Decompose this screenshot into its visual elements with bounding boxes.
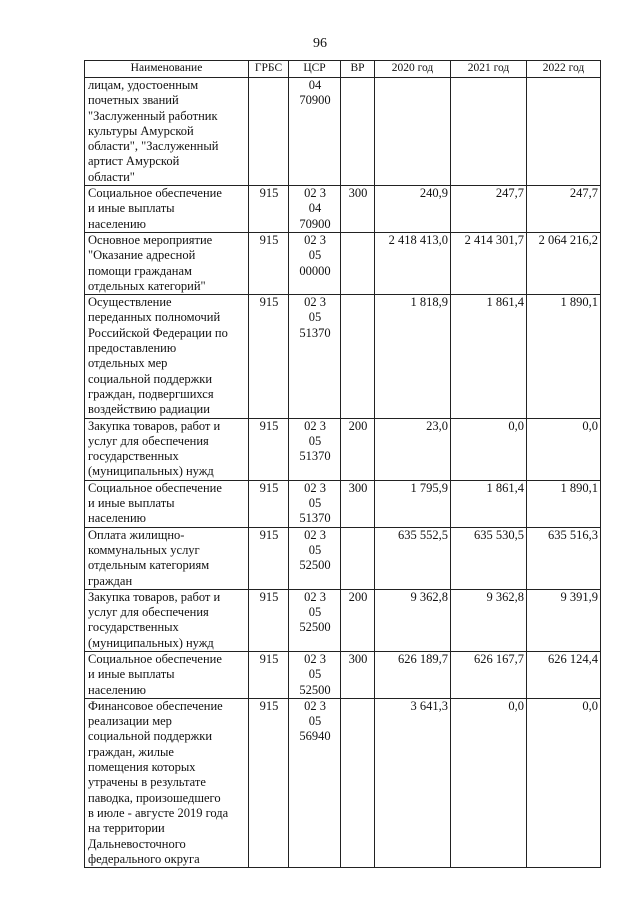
cell-csr xyxy=(289,78,341,186)
cell-name-line: отдельным категориям xyxy=(88,558,210,573)
cell-2021: 0,0 xyxy=(451,698,527,867)
table-row xyxy=(85,232,601,294)
cell-name-line: утрачены в результате xyxy=(88,775,206,790)
cell-name-line: реализации мер xyxy=(88,714,172,729)
cell-csr-line: 04 xyxy=(308,78,322,92)
cell-2020: 240,9 xyxy=(375,186,451,233)
cell-name-line: Социальное обеспечение xyxy=(88,480,222,495)
cell-2022: 635 516,3 xyxy=(527,527,601,589)
cell-name xyxy=(85,651,249,698)
cell-csr-line: 05 xyxy=(308,542,322,557)
cell-grbs: 915 xyxy=(249,480,289,527)
cell-csr-line: 51370 xyxy=(299,449,331,464)
cell-2020 xyxy=(375,78,451,186)
cell-csr-line: 05 xyxy=(308,310,322,325)
cell-csr-line: 02 3 xyxy=(304,232,326,247)
cell-name-line: государственных xyxy=(88,620,179,635)
table-row xyxy=(85,527,601,589)
cell-csr-line: 70900 xyxy=(299,216,331,231)
cell-grbs: 915 xyxy=(249,589,289,651)
cell-name-line: Финансовое обеспечение xyxy=(88,698,223,713)
cell-name-line: области", "Заслуженный xyxy=(88,139,219,154)
cell-name xyxy=(85,527,249,589)
cell-csr-line: 02 3 xyxy=(304,651,326,666)
cell-2021: 9 362,8 xyxy=(451,589,527,651)
cell-csr xyxy=(289,589,341,651)
cell-grbs xyxy=(249,78,289,186)
cell-name xyxy=(85,418,249,480)
cell-csr xyxy=(289,651,341,698)
cell-name-line: (муниципальных) нужд xyxy=(88,464,214,479)
cell-grbs: 915 xyxy=(249,698,289,867)
cell-name xyxy=(85,480,249,527)
cell-name xyxy=(85,232,249,294)
cell-2022: 626 124,4 xyxy=(527,651,601,698)
cell-2021: 247,7 xyxy=(451,186,527,233)
cell-vr xyxy=(341,78,375,186)
cell-vr: 300 xyxy=(341,480,375,527)
cell-2021: 2 414 301,7 xyxy=(451,232,527,294)
cell-2020: 1 818,9 xyxy=(375,295,451,418)
cell-2021 xyxy=(451,78,527,186)
cell-2020: 2 418 413,0 xyxy=(375,232,451,294)
cell-name xyxy=(85,295,249,418)
table-row xyxy=(85,418,601,480)
cell-csr-line: 05 xyxy=(308,667,322,682)
cell-csr xyxy=(289,698,341,867)
cell-name-line: Социальное обеспечение xyxy=(88,186,222,201)
cell-grbs: 915 xyxy=(249,295,289,418)
table-row xyxy=(85,295,601,418)
cell-csr-line: 52500 xyxy=(299,620,331,635)
cell-grbs: 915 xyxy=(249,418,289,480)
cell-name-line: Дальневосточного xyxy=(88,836,186,851)
cell-name-line: коммунальных услуг xyxy=(88,542,200,557)
cell-csr-line: 52500 xyxy=(299,558,331,573)
cell-vr xyxy=(341,232,375,294)
cell-name-line: помещения которых xyxy=(88,760,196,775)
cell-name-line: области" xyxy=(88,169,135,184)
cell-csr-line: 02 3 xyxy=(304,186,326,201)
cell-name-line: услуг для обеспечения xyxy=(88,605,209,620)
cell-name xyxy=(85,589,249,651)
table-row xyxy=(85,480,601,527)
table-row xyxy=(85,698,601,867)
table-row xyxy=(85,186,601,233)
header-vr: ВР xyxy=(341,61,375,78)
cell-2022: 247,7 xyxy=(527,186,601,233)
cell-name-line: Закупка товаров, работ и xyxy=(88,589,221,604)
cell-vr: 300 xyxy=(341,186,375,233)
cell-name-line: и иные выплаты xyxy=(88,667,175,682)
cell-vr: 200 xyxy=(341,418,375,480)
cell-csr xyxy=(289,527,341,589)
cell-csr xyxy=(289,186,341,233)
cell-csr-line: 70900 xyxy=(299,93,331,108)
cell-name-line: Осуществление xyxy=(88,295,172,310)
header-2022: 2022 год xyxy=(527,61,601,78)
cell-vr xyxy=(341,527,375,589)
cell-csr xyxy=(289,480,341,527)
cell-name-line: социальной поддержки xyxy=(88,371,213,386)
cell-csr-line: 02 3 xyxy=(304,589,326,604)
cell-csr-line: 52500 xyxy=(299,682,331,697)
cell-name-line: и иные выплаты xyxy=(88,201,175,216)
cell-name-line: (муниципальных) нужд xyxy=(88,635,214,650)
cell-csr xyxy=(289,295,341,418)
cell-name-line: населению xyxy=(88,511,146,526)
cell-csr-line: 05 xyxy=(308,714,322,729)
cell-vr xyxy=(341,698,375,867)
cell-csr-line: 02 3 xyxy=(304,418,326,433)
cell-name-line: предоставлению xyxy=(88,341,177,356)
cell-name-line: Оплата жилищно- xyxy=(88,527,185,542)
budget-table xyxy=(84,60,601,868)
cell-2022: 0,0 xyxy=(527,698,601,867)
cell-2020: 23,0 xyxy=(375,418,451,480)
cell-grbs: 915 xyxy=(249,186,289,233)
cell-vr: 300 xyxy=(341,651,375,698)
cell-2020: 3 641,3 xyxy=(375,698,451,867)
cell-name-line: социальной поддержки xyxy=(88,729,213,744)
cell-2021: 1 861,4 xyxy=(451,480,527,527)
cell-csr-line: 56940 xyxy=(299,729,331,744)
header-csr: ЦСР xyxy=(289,61,341,78)
cell-name-line: граждан xyxy=(88,573,133,588)
table-row xyxy=(85,651,601,698)
cell-grbs: 915 xyxy=(249,232,289,294)
cell-name xyxy=(85,186,249,233)
cell-2020: 9 362,8 xyxy=(375,589,451,651)
cell-name-line: Социальное обеспечение xyxy=(88,651,222,666)
cell-name-line: государственных xyxy=(88,449,179,464)
cell-name-line: помощи гражданам xyxy=(88,263,192,278)
cell-2020: 635 552,5 xyxy=(375,527,451,589)
cell-name-line: почетных званий xyxy=(88,93,179,108)
table-row xyxy=(85,78,601,186)
table-body xyxy=(85,78,601,868)
cell-name-line: и иные выплаты xyxy=(88,496,175,511)
cell-2022: 2 064 216,2 xyxy=(527,232,601,294)
cell-vr: 200 xyxy=(341,589,375,651)
cell-2020: 1 795,9 xyxy=(375,480,451,527)
cell-name-line: населению xyxy=(88,216,146,231)
table-row xyxy=(85,589,601,651)
cell-name-line: артист Амурской xyxy=(88,154,180,169)
cell-2022 xyxy=(527,78,601,186)
cell-grbs: 915 xyxy=(249,651,289,698)
cell-csr-line: 00000 xyxy=(299,263,331,278)
cell-csr xyxy=(289,418,341,480)
cell-name-line: паводка, произошедшего xyxy=(88,790,221,805)
cell-name-line: Закупка товаров, работ и xyxy=(88,418,221,433)
cell-csr-line: 05 xyxy=(308,605,322,620)
cell-name-line: услуг для обеспечения xyxy=(88,433,209,448)
cell-name-line: "Оказание адресной xyxy=(88,248,196,263)
cell-2021: 1 861,4 xyxy=(451,295,527,418)
page-number: 96 xyxy=(313,36,327,51)
cell-csr-line: 05 xyxy=(308,496,322,511)
cell-name-line: на территории xyxy=(88,821,165,836)
cell-csr-line: 05 xyxy=(308,433,322,448)
cell-csr-line: 02 3 xyxy=(304,295,326,310)
cell-name-line: переданных полномочий xyxy=(88,310,221,325)
cell-2022: 0,0 xyxy=(527,418,601,480)
cell-name-line: граждан, жилые xyxy=(88,744,174,759)
cell-name-line: отдельных мер xyxy=(88,356,168,371)
header-2021: 2021 год xyxy=(451,61,527,78)
cell-2020: 626 189,7 xyxy=(375,651,451,698)
cell-name xyxy=(85,698,249,867)
cell-csr-line: 05 xyxy=(308,248,322,263)
cell-name-line: отдельных категорий" xyxy=(88,278,206,293)
cell-name-line: культуры Амурской xyxy=(88,123,194,138)
cell-name-line: "Заслуженный работник xyxy=(88,108,218,123)
cell-csr-line: 02 3 xyxy=(304,527,326,542)
cell-name-line: федерального округа xyxy=(88,851,200,866)
cell-vr xyxy=(341,295,375,418)
cell-csr-line: 02 3 xyxy=(304,480,326,495)
cell-2022: 9 391,9 xyxy=(527,589,601,651)
header-grbs: ГРБС xyxy=(249,61,289,78)
cell-csr-line: 02 3 xyxy=(304,698,326,713)
cell-csr-line: 04 xyxy=(308,201,322,216)
cell-name-line: Основное мероприятие xyxy=(88,232,213,247)
cell-csr-line: 51370 xyxy=(299,325,331,340)
cell-name-line: в июле - августе 2019 года xyxy=(88,805,229,820)
cell-name-line: Российской Федерации по xyxy=(88,325,228,340)
cell-2021: 0,0 xyxy=(451,418,527,480)
cell-name xyxy=(85,78,249,186)
cell-2022: 1 890,1 xyxy=(527,480,601,527)
cell-name-line: лицам, удостоенным xyxy=(88,78,199,92)
cell-2021: 635 530,5 xyxy=(451,527,527,589)
cell-name-line: граждан, подвергшихся xyxy=(88,386,214,401)
cell-name-line: воздействию радиации xyxy=(88,402,210,417)
table-header-row xyxy=(85,61,601,78)
header-name: Наименование xyxy=(85,61,249,78)
header-2020: 2020 год xyxy=(375,61,451,78)
cell-2021: 626 167,7 xyxy=(451,651,527,698)
cell-csr-line: 51370 xyxy=(299,511,331,526)
cell-2022: 1 890,1 xyxy=(527,295,601,418)
cell-grbs: 915 xyxy=(249,527,289,589)
cell-name-line: населению xyxy=(88,682,146,697)
cell-csr xyxy=(289,232,341,294)
